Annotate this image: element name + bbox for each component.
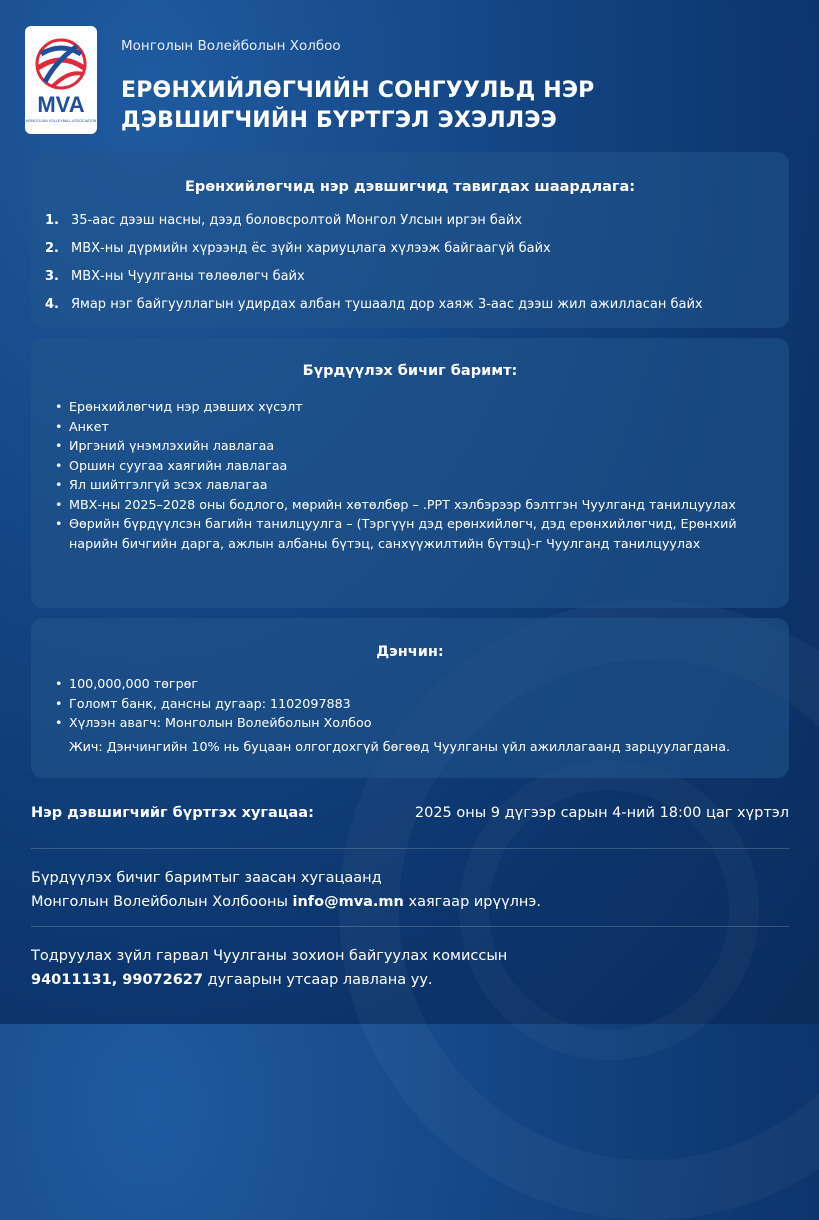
organization-name: Монголын Волейболын Холбоо — [121, 38, 341, 54]
deposit-card — [31, 618, 789, 778]
documents-heading: Бүрдүүлэх бичиг баримт: — [302, 363, 518, 379]
documents-list — [31, 397, 789, 553]
list-item: 4. Ямар нэг байгууллагын удирдах албан тушаалд дор хаяж 3-аас дээш жил ажилласан байх — [45, 297, 703, 312]
contact-line-2: 94011131, 99072627 дугаарын утсаар лавлана уу. — [31, 972, 433, 988]
title-line-1: ЕРӨНХИЙЛӨГЧИЙН СОНГУУЛЬД НЭР — [121, 78, 595, 103]
submission-text — [31, 866, 541, 914]
list-item: • Ерөнхийлөгчид нэр дэвших хүсэлт — [55, 397, 789, 417]
submission-line-2: Монголын Волейболын Холбооны info@mva.mn хаягаар ирүүлнэ. — [31, 894, 541, 910]
list-item: • МВХ-ны 2025–2028 оны бодлого, мөрийн хөтөлбөр – .PPT хэлбэрээр бэлтгэн Чуулганд танилцуулах — [55, 495, 789, 515]
deposit-heading: Дэнчин: — [376, 644, 444, 660]
submission-line-1: Бүрдүүлэх бичиг баримтыг заасан хугацаанд — [31, 870, 382, 886]
requirements-heading: Ерөнхийлөгчид нэр дэвшигчид тавигдах шаардлага: — [184, 179, 636, 195]
deposit-list — [31, 674, 789, 733]
svg-text:MONGOLIAN VOLLEYBALL ASSOCIATI: MONGOLIAN VOLLEYBALL ASSOCIATION — [25, 119, 97, 123]
list-item: 3. МВХ-ны Чуулганы төлөөлөгч байх — [45, 269, 305, 284]
mva-logo — [25, 26, 97, 134]
registration-deadline: 2025 оны 9 дүгээр сарын 4-ний 18:00 цаг хүртэл — [414, 805, 789, 821]
list-item: • Ял шийтгэлгүй эсэх лавлагаа — [55, 475, 789, 495]
list-item: 2. МВХ-ны дүрмийн хүрээнд ёс зүйн хариуцлага хүлээж байгаагүй байх — [45, 241, 551, 256]
list-item: • Оршин суугаа хаягийн лавлагаа — [55, 456, 789, 476]
email-link[interactable]: info@mva.mn — [292, 894, 404, 910]
list-item: • 100,000,000 төгрөг — [55, 674, 789, 694]
documents-card — [31, 338, 789, 608]
divider — [31, 926, 789, 927]
list-item: • Анкет — [55, 417, 789, 437]
list-item: • Иргэний үнэмлэхийн лавлагаа — [55, 436, 789, 456]
title-line-2: ДЭВШИГЧИЙН БҮРТГЭЛ ЭХЭЛЛЭЭ — [121, 108, 558, 133]
requirements-card — [31, 152, 789, 328]
divider — [31, 848, 789, 849]
list-item: • Хүлээн авагч: Монголын Волейболын Холбоо — [55, 713, 789, 733]
list-item: 1. 35-аас дээш насны, дээд боловсролтой Монгол Улсын иргэн байх — [45, 213, 523, 228]
list-item: • Голомт банк, дансны дугаар: 1102097883 — [55, 694, 789, 714]
svg-text:MVA: MVA — [37, 92, 85, 117]
requirements-list — [31, 211, 789, 323]
phone-numbers[interactable]: 94011131, 99072627 — [31, 972, 203, 988]
contact-text — [31, 944, 507, 992]
registration-label: Нэр дэвшигчийг бүртгэх хугацаа: — [31, 805, 314, 821]
list-item: • Өөрийн бүрдүүлсэн багийн танилцуулга – (Тэргүүн дэд ерөнхийлөгч, дэд ерөнхийлөгчид, Ерөнхий нарийн бичгийн дарга, ажлын албаны бүтэц, санхүүжилтийн бүтэц)-г Чуулганд танилцуулах — [55, 514, 789, 553]
contact-line-1: Тодруулах зүйл гарвал Чуулганы зохион байгуулах комиссын — [31, 948, 508, 964]
page-title — [121, 76, 595, 136]
deposit-note: Жич: Дэнчингийн 10% нь буцаан олгогдохгүй бөгөөд Чуулганы үйл ажиллагаанд зарцуулагдана. — [69, 738, 731, 754]
